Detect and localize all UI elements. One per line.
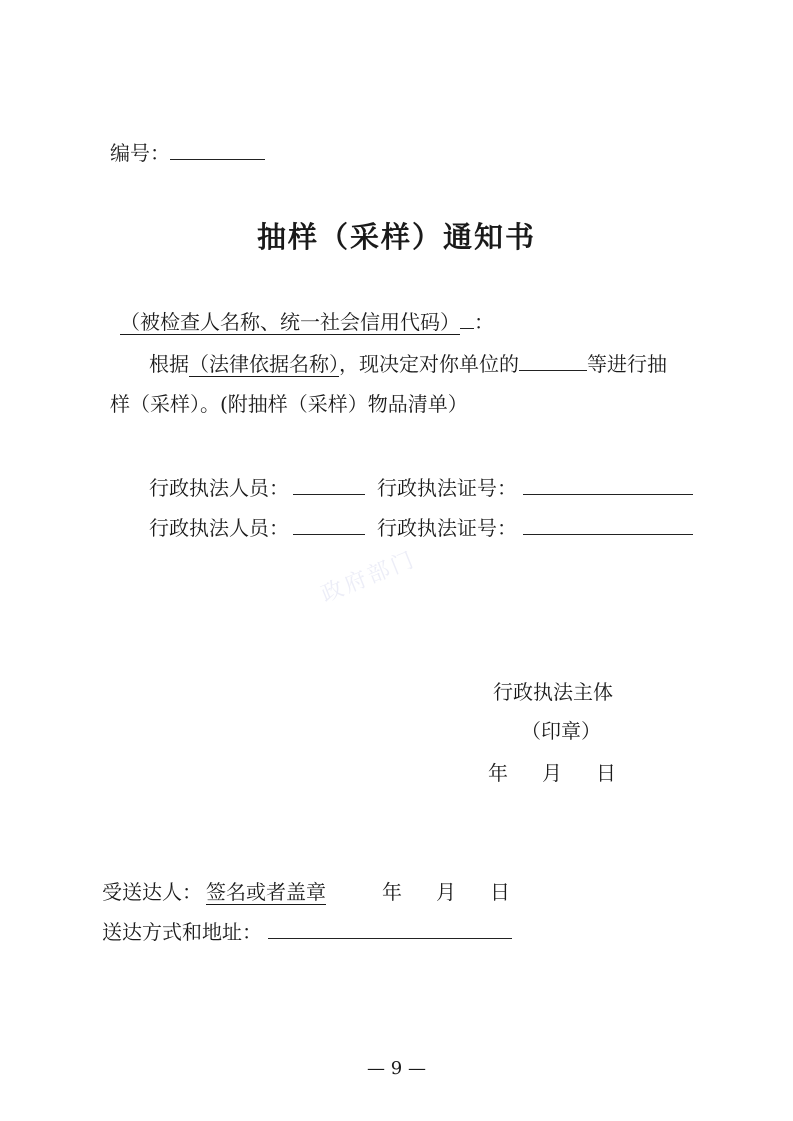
addressee-colon: ： [474,310,494,334]
officer-row [149,512,693,541]
cert-number-blank[interactable] [523,493,693,495]
recipient-line [102,876,510,905]
body-paragraph-line-2: 样（采样）。(附抽样（采样）物品清单） [110,392,468,416]
addressee-blank-tail [460,327,474,329]
addressee-placeholder[interactable]: （被检查人名称、统一社会信用代码） [120,310,460,334]
recipient-label: 受送达人： [102,880,202,904]
recipient-day: 日 [490,880,510,904]
body-suffix: 等进行抽 [587,352,667,376]
body-middle: ，现决定对你单位的 [339,352,519,376]
page-number: — 9 — [367,1058,426,1079]
seal-date [488,757,616,786]
document-title: 抽样（采样）通知书 [256,220,536,254]
addressee-line [110,306,494,335]
cert-label: 行政执法证号： [377,516,517,540]
cert-number-blank[interactable] [523,533,693,535]
delivery-address-blank[interactable] [268,937,512,939]
delivery-label: 送达方式和地址： [102,920,262,944]
document-number-blank[interactable] [170,158,265,160]
seal-month: 月 [542,761,562,785]
faint-watermark: 政府部门 [317,547,420,608]
recipient-signature-field[interactable]: 签名或者盖章 [206,880,326,904]
cert-label: 行政执法证号： [377,476,517,500]
officer-name-blank[interactable] [293,493,365,495]
recipient-month: 月 [436,880,456,904]
officer-label: 行政执法人员： [149,476,289,500]
seal-year: 年 [488,761,508,785]
sample-items-blank[interactable] [519,369,587,371]
body-paragraph-line-1 [149,348,667,377]
recipient-year: 年 [382,880,402,904]
body-prefix: 根据 [149,352,189,376]
document-number-label: 编号： [110,141,170,165]
officer-label: 行政执法人员： [149,516,289,540]
legal-basis-placeholder[interactable]: （法律依据名称） [189,352,339,376]
enforcement-authority: 行政执法主体 [493,680,613,704]
officer-row [149,472,693,501]
delivery-line [102,916,512,945]
seal-day: 日 [596,761,616,785]
seal-label: （印章） [521,719,601,743]
document-number [110,137,265,166]
officer-name-blank[interactable] [293,533,365,535]
